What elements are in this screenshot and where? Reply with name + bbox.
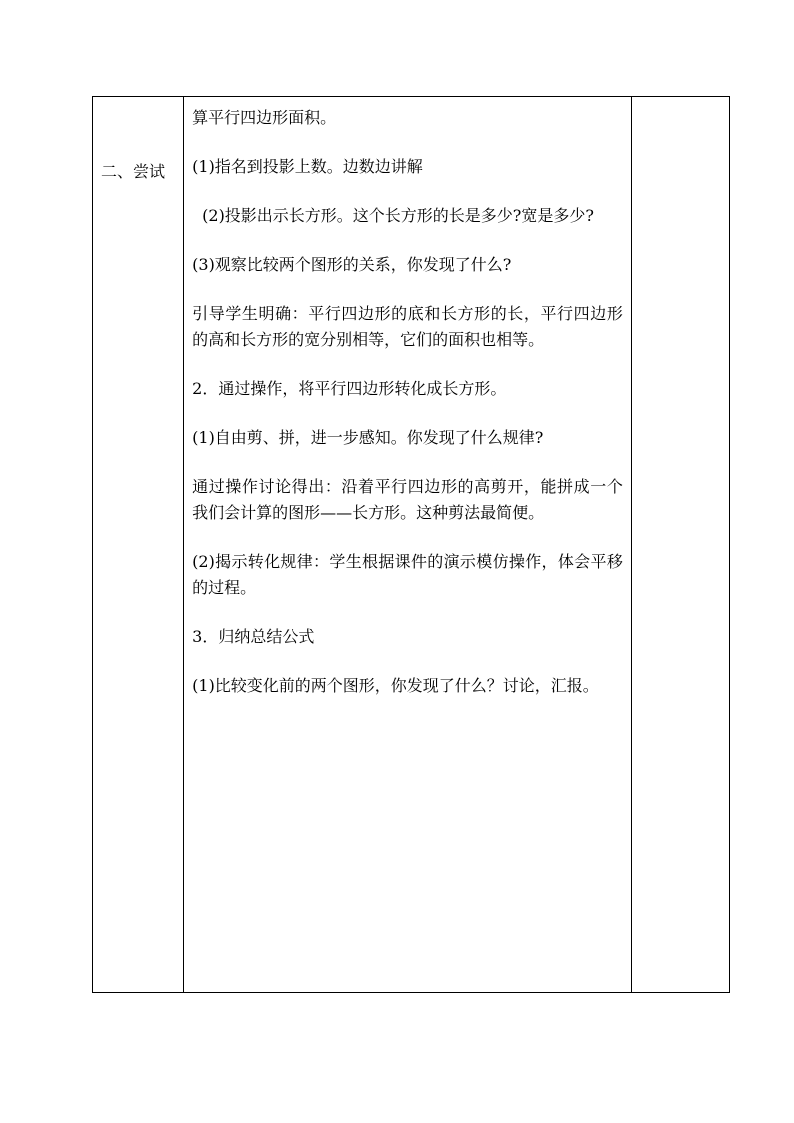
content-cell — [184, 97, 632, 993]
notes-cell — [631, 97, 729, 993]
paragraph-2: (1)指名到投影上数。边数边讲解 — [192, 157, 423, 176]
paragraph-11: (1)比较变化前的两个图形，你发现了什么？讨论，汇报。 — [192, 676, 599, 695]
paragraph-1: 算平行四边形面积。 — [192, 108, 337, 127]
section-label-cell — [93, 97, 184, 993]
paragraph-10: 3．归纳总结公式 — [192, 627, 315, 646]
paragraph-3: (2)投影出示长方形。这个长方形的长是多少?宽是多少? — [202, 206, 594, 225]
section-label: 二、尝试 — [101, 162, 166, 181]
lesson-plan-table — [92, 96, 730, 993]
paragraph-6: 2．通过操作，将平行四边形转化成长方形。 — [192, 379, 507, 398]
paragraph-4: (3)观察比较两个图形的关系，你发现了什么? — [192, 255, 512, 274]
paragraph-7: (1)自由剪、拼，进一步感知。你发现了什么规律? — [192, 428, 544, 447]
paragraph-8: 通过操作讨论得出：沿着平行四边形的高剪开，能拼成一个我们会计算的图形——长方形。这种剪法最简便。 — [192, 477, 623, 522]
table-row — [93, 97, 730, 993]
paragraph-5: 引导学生明确：平行四边形的底和长方形的长，平行四边形的高和长方形的宽分别相等，它们的面积也相等。 — [192, 304, 623, 349]
content-body — [192, 97, 623, 699]
paragraph-9: (2)揭示转化规律：学生根据课件的演示模仿操作，体会平移的过程。 — [192, 552, 623, 597]
